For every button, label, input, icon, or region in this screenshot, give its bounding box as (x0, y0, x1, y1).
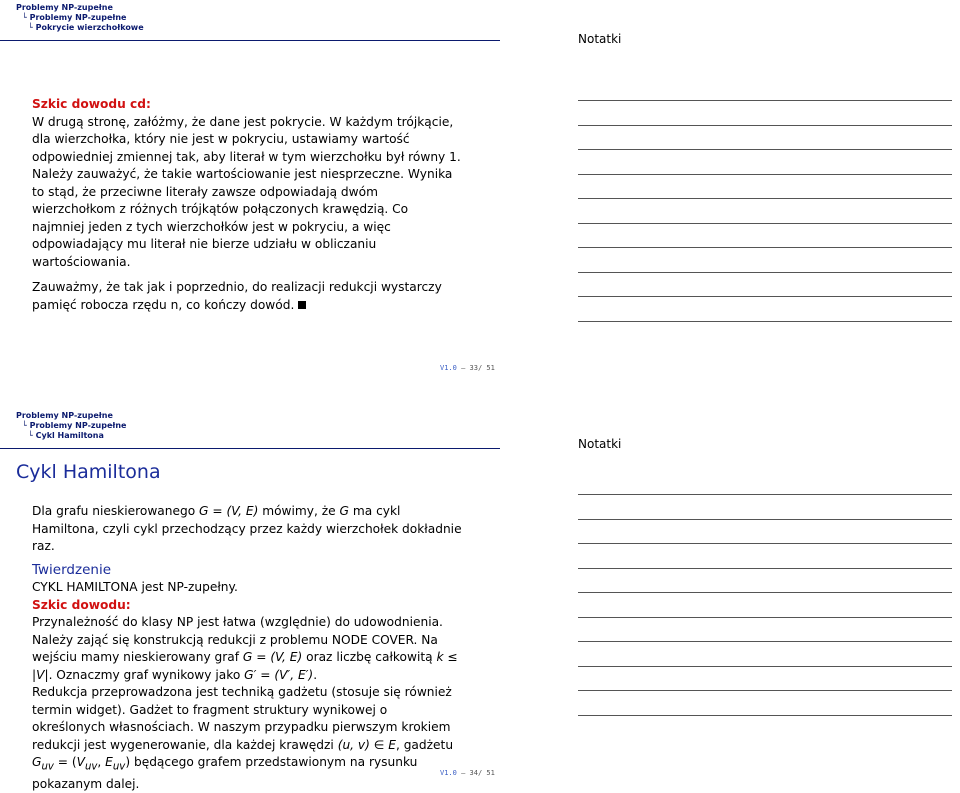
proof-paragraph-2 (32, 279, 462, 314)
slide-title: Cykl Hamiltona (16, 461, 161, 483)
note-line (578, 592, 952, 593)
theorem-text: CYKL HAMILTONA jest NP-zupełny. (32, 580, 238, 594)
header-rule (0, 40, 500, 41)
note-lines-1 (578, 100, 952, 345)
proof-text: . (313, 667, 318, 682)
page-number: V1.0 — 34/ 51 (440, 769, 495, 777)
math-expr: k ≤ |V| (32, 650, 458, 682)
breadcrumb-level-2: └ Problemy NP-zupełne (16, 13, 144, 23)
note-line (578, 125, 952, 126)
proof-paragraph-1 (32, 614, 462, 684)
proof-text: , (97, 755, 106, 769)
note-line (578, 568, 952, 569)
breadcrumb-level-2: └ Problemy NP-zupełne (16, 421, 126, 431)
note-line (578, 247, 952, 248)
notes-label-1: Notatki (578, 32, 622, 46)
breadcrumb-level-3: └ Pokrycie wierzchołkowe (16, 23, 144, 33)
note-line (578, 494, 952, 495)
version-label: V1.0 (440, 364, 457, 372)
slide-body (32, 96, 462, 314)
proof-paragraph-2 (32, 684, 462, 793)
intro-paragraph (32, 503, 462, 556)
math-subscript: uv (112, 761, 126, 773)
note-line (578, 223, 952, 224)
note-line (578, 198, 952, 199)
breadcrumb (16, 411, 126, 441)
proof-text: Przynależność do klasy NP jest łatwa (względnie) do udowodnienia. Należy zająć się konstrukcją redukcji z problemu NODE COVER. Na wejściu mamy nieskierowany graf (32, 615, 443, 664)
page-number: V1.0 — 33/ 51 (440, 364, 495, 372)
note-line (578, 296, 952, 297)
note-line (578, 321, 952, 322)
proof-heading: Szkic dowodu cd: (32, 97, 151, 111)
header-rule (0, 448, 500, 449)
notes-label-2: Notatki (578, 437, 622, 451)
math-expr: G = (V, E) (242, 650, 303, 664)
math-expr: V (76, 755, 85, 769)
proof-text: Redukcja przeprowadzona jest techniką gadżetu (stosuje się również termin widget). Gadżet to fragment struktury wynikowej o określonych własnościach. W naszym przypadku pierwszym krokiem redukcji jest wygenerowanie, dla każdej krawędzi (32, 685, 452, 752)
qed-square-icon (298, 301, 306, 309)
note-line (578, 690, 952, 691)
slide-body (32, 503, 462, 793)
note-line (578, 149, 952, 150)
proof-text: ) będącego grafem przedstawionym na rysunku pokazanym dalej. (32, 755, 418, 791)
proof-text: . Oznaczmy graf wynikowy jako (48, 667, 245, 682)
math-subscript: uv (84, 761, 98, 773)
math-expr: (u, v) ∈ E (337, 737, 396, 752)
note-line (578, 641, 952, 642)
note-line (578, 715, 952, 716)
intro-text: mówimy, że (258, 504, 340, 518)
slide-33 (0, 0, 500, 385)
math-expr: G (339, 504, 349, 518)
page-label: 34/ 51 (469, 769, 495, 777)
breadcrumb-level-1: Problemy NP-zupełne (16, 3, 113, 12)
proof-text: oraz liczbę całkowitą (302, 650, 437, 664)
note-line (578, 543, 952, 544)
proof-text: , gadżetu (395, 737, 454, 752)
proof-heading: Szkic dowodu: (32, 597, 131, 612)
breadcrumb-level-3: └ Cykl Hamiltona (16, 431, 126, 441)
page-label: 33/ 51 (469, 364, 495, 372)
note-line (578, 666, 952, 667)
note-line (578, 174, 952, 175)
math-expr: G′ = (V′, E′) (244, 667, 314, 682)
math-expr: G (32, 755, 42, 769)
math-expr: G = (V, E) (199, 504, 259, 518)
slide-34 (0, 395, 500, 791)
note-line (578, 100, 952, 101)
intro-text: ma cykl Hamiltona, czyli cykl przechodzący przez każdy wierzchołek dokładnie raz. (32, 504, 462, 553)
proof-paragraph-1: W drugą stronę, załóżmy, że dane jest pokrycie. W każdym trójkącie, dla wierzchołka, który nie jest w pokryciu, ustawiamy wartość odpowiedniej zmiennej tak, aby literał w tym wierzchołku był równy 1. Należy zauważyć, że takie wartościowanie jest niesprzeczne. Wynika to stąd, że przeciwne literały zawsze odpowiadają dwóm wierzchołkom z różnych trójkątów połączonych krawędzią. Co najmniej jeden z tych wierzchołków jest w pokryciu, a więc odpowiadający mu literał nie bierze udziału w obliczaniu wartościowania. (32, 114, 461, 269)
version-label: V1.0 (440, 769, 457, 777)
note-line (578, 519, 952, 520)
math-subscript: uv (41, 761, 54, 773)
breadcrumb-level-1: Problemy NP-zupełne (16, 411, 113, 420)
proof-paragraph-2-text: Zauważmy, że tak jak i poprzednio, do realizacji redukcji wystarczy pamięć robocza rzędu n, co kończy dowód. (32, 280, 442, 312)
intro-text: Dla grafu nieskierowanego (32, 504, 200, 518)
note-line (578, 272, 952, 273)
math-expr: E (105, 755, 113, 769)
theorem-heading: Twierdzenie (32, 561, 111, 578)
proof-text: = ( (53, 755, 77, 769)
breadcrumb (16, 3, 144, 33)
note-lines-2 (578, 494, 952, 739)
note-line (578, 617, 952, 618)
